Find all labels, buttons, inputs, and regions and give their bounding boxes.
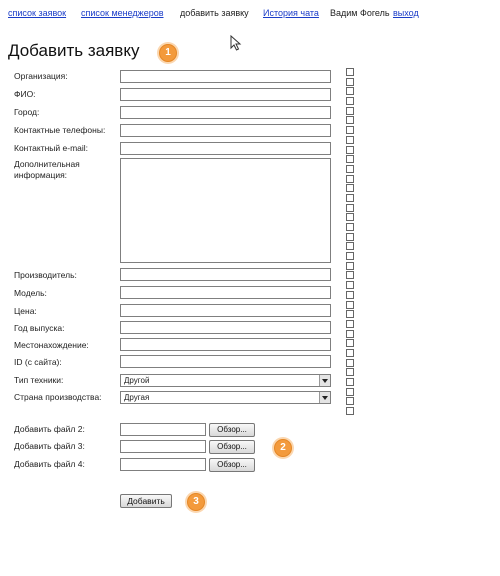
nav-link-chat-history[interactable]: История чата [263, 8, 319, 18]
manager-checkbox[interactable] [346, 165, 354, 173]
organization-input[interactable] [120, 70, 331, 83]
manager-checkbox-row[interactable] [346, 165, 500, 174]
manager-checkbox[interactable] [346, 136, 354, 144]
location-label: Местонахождение: [14, 340, 89, 350]
manager-checkbox-row[interactable] [346, 136, 500, 145]
file3-label: Добавить файл 3: [14, 441, 85, 451]
file2-label: Добавить файл 2: [14, 424, 85, 434]
manager-checkbox[interactable] [346, 339, 354, 347]
manager-checkbox[interactable] [346, 97, 354, 105]
manager-checkbox[interactable] [346, 146, 354, 154]
manager-checkbox[interactable] [346, 291, 354, 299]
manager-checkbox[interactable] [346, 388, 354, 396]
manager-checkbox[interactable] [346, 223, 354, 231]
manager-checkbox-row[interactable] [346, 378, 500, 387]
manager-checkbox[interactable] [346, 378, 354, 386]
email-label: Контактный e-mail: [14, 143, 89, 153]
manager-checkbox[interactable] [346, 368, 354, 376]
manager-checkbox-row[interactable] [346, 87, 500, 96]
file2-browse-button[interactable]: Обзор... [209, 423, 255, 437]
manager-checkbox[interactable] [346, 78, 354, 86]
manager-checkbox-row[interactable] [346, 310, 500, 319]
annotation-badge-3: 3 [187, 493, 205, 511]
manager-checkbox-row[interactable] [346, 204, 500, 213]
annotation-badge-1: 1 [159, 44, 177, 62]
nav-link-managers[interactable]: список менеджеров [81, 8, 164, 18]
manager-checkbox-row[interactable] [346, 281, 500, 290]
city-label: Город: [14, 107, 40, 117]
organization-label: Организация: [14, 71, 68, 81]
manager-checkbox[interactable] [346, 310, 354, 318]
phones-input[interactable] [120, 124, 331, 137]
manager-checkbox-row[interactable] [346, 320, 500, 329]
manager-checkbox-row[interactable] [346, 155, 500, 164]
file4-label: Добавить файл 4: [14, 459, 85, 469]
manager-checkbox[interactable] [346, 301, 354, 309]
chevron-down-icon[interactable] [319, 392, 330, 403]
manager-checkbox[interactable] [346, 397, 354, 405]
site-id-label: ID (с сайта): [14, 357, 62, 367]
extra-info-label-line2: информация: [14, 170, 68, 180]
manager-checkbox[interactable] [346, 107, 354, 115]
page-title: Добавить заявку [8, 41, 140, 60]
extra-info-textarea[interactable] [120, 158, 331, 263]
manager-checkbox-row[interactable] [346, 213, 500, 222]
manager-checkbox[interactable] [346, 330, 354, 338]
annotation-badge-2: 2 [274, 439, 292, 457]
year-input[interactable] [120, 321, 331, 334]
manager-checkbox[interactable] [346, 184, 354, 192]
manager-checkbox-row[interactable] [346, 107, 500, 116]
manager-checkbox-row[interactable] [346, 223, 500, 232]
submit-button[interactable]: Добавить [120, 494, 172, 508]
manager-checkbox-row[interactable] [346, 175, 500, 184]
city-input[interactable] [120, 106, 331, 119]
manager-checkbox[interactable] [346, 271, 354, 279]
fio-input[interactable] [120, 88, 331, 101]
logout-link[interactable]: выход [393, 8, 419, 18]
manager-checkbox[interactable] [346, 87, 354, 95]
price-label: Цена: [14, 306, 37, 316]
manager-checkbox-row[interactable] [346, 252, 500, 261]
manager-checkbox[interactable] [346, 262, 354, 270]
manager-checkbox-list [346, 68, 500, 417]
file3-browse-button[interactable]: Обзор... [209, 440, 255, 454]
email-input[interactable] [120, 142, 331, 155]
manager-checkbox[interactable] [346, 233, 354, 241]
manager-checkbox-row[interactable] [346, 146, 500, 155]
manager-checkbox-row[interactable] [346, 339, 500, 348]
manufacturer-label: Производитель: [14, 270, 77, 280]
manager-checkbox-row[interactable] [346, 359, 500, 368]
country-label: Страна производства: [14, 392, 102, 402]
manager-checkbox[interactable] [346, 242, 354, 250]
current-user-name: Вадим Фогель [330, 8, 390, 18]
manager-checkbox[interactable] [346, 126, 354, 134]
manager-checkbox-row[interactable] [346, 184, 500, 193]
manager-checkbox[interactable] [346, 349, 354, 357]
file4-path-input[interactable] [120, 458, 206, 471]
file4-browse-button[interactable]: Обзор... [209, 458, 255, 472]
equipment-type-select[interactable] [120, 374, 331, 387]
manager-checkbox[interactable] [346, 281, 354, 289]
manager-checkbox[interactable] [346, 320, 354, 328]
manager-checkbox-row[interactable] [346, 388, 500, 397]
manager-checkbox[interactable] [346, 407, 354, 415]
price-input[interactable] [120, 304, 331, 317]
country-selected-value: Другая [124, 393, 150, 402]
manager-checkbox-row[interactable] [346, 78, 500, 87]
equipment-type-label: Тип техники: [14, 375, 64, 385]
extra-info-label-line1: Дополнительная [14, 159, 80, 169]
location-input[interactable] [120, 338, 331, 351]
manager-checkbox-row[interactable] [346, 126, 500, 135]
manager-checkbox-row[interactable] [346, 330, 500, 339]
fio-label: ФИО: [14, 89, 36, 99]
mouse-cursor-icon [230, 35, 242, 51]
manufacturer-input[interactable] [120, 268, 331, 281]
manager-checkbox-row[interactable] [346, 97, 500, 106]
chevron-down-icon[interactable] [319, 375, 330, 386]
country-select[interactable] [120, 391, 331, 404]
manager-checkbox-row[interactable] [346, 233, 500, 242]
manager-checkbox-row[interactable] [346, 262, 500, 271]
manager-checkbox[interactable] [346, 194, 354, 202]
site-id-input[interactable] [120, 355, 331, 368]
manager-checkbox[interactable] [346, 175, 354, 183]
nav-current-add-request: добавить заявку [180, 8, 249, 18]
manager-checkbox[interactable] [346, 359, 354, 367]
manager-checkbox[interactable] [346, 155, 354, 163]
manager-checkbox-row[interactable] [346, 301, 500, 310]
manager-checkbox[interactable] [346, 252, 354, 260]
manager-checkbox-row[interactable] [346, 68, 500, 77]
manager-checkbox[interactable] [346, 116, 354, 124]
manager-checkbox-row[interactable] [346, 194, 500, 203]
manager-checkbox[interactable] [346, 204, 354, 212]
phones-label: Контактные телефоны: [14, 125, 106, 135]
manager-checkbox-row[interactable] [346, 397, 500, 406]
file2-path-input[interactable] [120, 423, 206, 436]
year-label: Год выпуска: [14, 323, 65, 333]
model-label: Модель: [14, 288, 47, 298]
manager-checkbox-row[interactable] [346, 242, 500, 251]
equipment-type-selected-value: Другой [124, 376, 150, 385]
nav-link-requests[interactable]: список заявок [8, 8, 67, 18]
manager-checkbox-row[interactable] [346, 291, 500, 300]
manager-checkbox-row[interactable] [346, 407, 500, 416]
manager-checkbox-row[interactable] [346, 368, 500, 377]
manager-checkbox-row[interactable] [346, 271, 500, 280]
file3-path-input[interactable] [120, 440, 206, 453]
manager-checkbox-row[interactable] [346, 116, 500, 125]
manager-checkbox-row[interactable] [346, 349, 500, 358]
manager-checkbox[interactable] [346, 68, 354, 76]
model-input[interactable] [120, 286, 331, 299]
manager-checkbox[interactable] [346, 213, 354, 221]
